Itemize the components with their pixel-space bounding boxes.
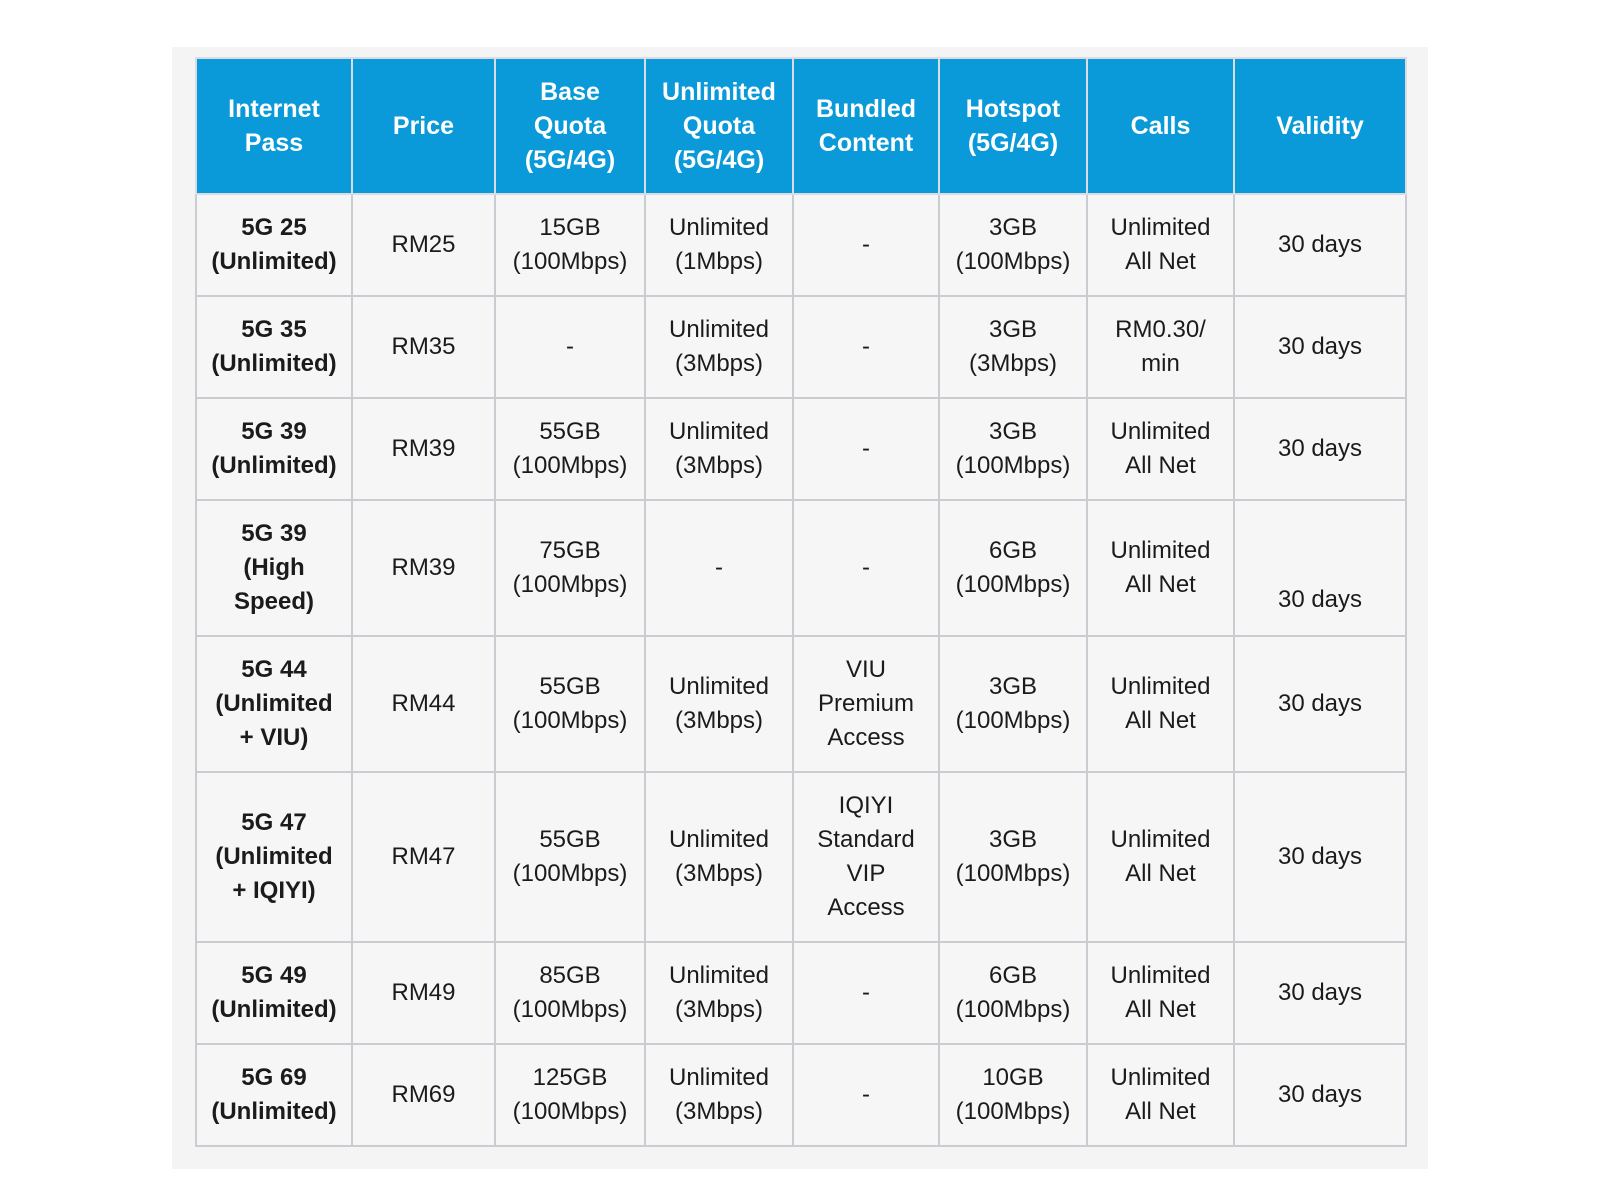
cell-internet-pass: 5G 39 (High Speed) [196,500,352,636]
header-unlimited-quota: Unlimited Quota (5G/4G) [645,58,793,194]
cell-hotspot: 3GB (100Mbps) [939,636,1087,772]
cell-unlimited-quota: Unlimited (3Mbps) [645,772,793,942]
cell-validity: 30 days [1234,398,1406,500]
table-row [196,398,1406,500]
cell-price: RM49 [352,942,495,1044]
cell-internet-pass: 5G 49 (Unlimited) [196,942,352,1044]
cell-hotspot: 6GB (100Mbps) [939,500,1087,636]
cell-bundled-content: - [793,194,939,296]
cell-hotspot: 3GB (3Mbps) [939,296,1087,398]
table-header [196,58,1406,194]
header-validity: Validity [1234,58,1406,194]
internet-pass-table [195,57,1407,1147]
cell-validity: 30 days [1234,1044,1406,1146]
table-row [196,772,1406,942]
cell-unlimited-quota: Unlimited (3Mbps) [645,398,793,500]
cell-validity: 30 days [1234,194,1406,296]
cell-base-quota: 55GB (100Mbps) [495,636,645,772]
cell-price: RM39 [352,398,495,500]
cell-validity: 30 days [1234,942,1406,1044]
cell-price: RM69 [352,1044,495,1146]
cell-calls: Unlimited All Net [1087,194,1234,296]
cell-base-quota: 125GB (100Mbps) [495,1044,645,1146]
cell-internet-pass: 5G 35 (Unlimited) [196,296,352,398]
cell-hotspot: 3GB (100Mbps) [939,194,1087,296]
cell-unlimited-quota: Unlimited (1Mbps) [645,194,793,296]
cell-unlimited-quota: Unlimited (3Mbps) [645,1044,793,1146]
cell-calls: Unlimited All Net [1087,1044,1234,1146]
cell-hotspot: 3GB (100Mbps) [939,398,1087,500]
cell-bundled-content: IQIYI Standard VIP Access [793,772,939,942]
header-base-quota: Base Quota (5G/4G) [495,58,645,194]
cell-bundled-content: VIU Premium Access [793,636,939,772]
cell-validity: 30 days [1234,296,1406,398]
header-row [196,58,1406,194]
cell-bundled-content: - [793,398,939,500]
table-row [196,942,1406,1044]
cell-validity: 30 days [1234,772,1406,942]
table-row [196,500,1406,636]
cell-validity: 30 days [1234,636,1406,772]
cell-internet-pass: 5G 39 (Unlimited) [196,398,352,500]
header-calls: Calls [1087,58,1234,194]
cell-bundled-content: - [793,500,939,636]
cell-price: RM35 [352,296,495,398]
table-row [196,636,1406,772]
cell-price: RM47 [352,772,495,942]
cell-internet-pass: 5G 69 (Unlimited) [196,1044,352,1146]
cell-price: RM44 [352,636,495,772]
cell-unlimited-quota: - [645,500,793,636]
table-row [196,194,1406,296]
header-hotspot: Hotspot (5G/4G) [939,58,1087,194]
cell-hotspot: 3GB (100Mbps) [939,772,1087,942]
cell-base-quota: 85GB (100Mbps) [495,942,645,1044]
header-bundled-content: Bundled Content [793,58,939,194]
cell-calls: Unlimited All Net [1087,636,1234,772]
header-internet-pass: Internet Pass [196,58,352,194]
table-row [196,296,1406,398]
cell-price: RM25 [352,194,495,296]
cell-internet-pass: 5G 25 (Unlimited) [196,194,352,296]
table-body [196,194,1406,1146]
cell-calls: Unlimited All Net [1087,398,1234,500]
cell-calls: RM0.30/ min [1087,296,1234,398]
cell-hotspot: 10GB (100Mbps) [939,1044,1087,1146]
cell-base-quota: - [495,296,645,398]
cell-calls: Unlimited All Net [1087,942,1234,1044]
cell-hotspot: 6GB (100Mbps) [939,942,1087,1044]
cell-internet-pass: 5G 44 (Unlimited + VIU) [196,636,352,772]
cell-base-quota: 55GB (100Mbps) [495,772,645,942]
header-price: Price [352,58,495,194]
cell-unlimited-quota: Unlimited (3Mbps) [645,636,793,772]
cell-validity: 30 days [1234,500,1406,636]
cell-unlimited-quota: Unlimited (3Mbps) [645,942,793,1044]
cell-unlimited-quota: Unlimited (3Mbps) [645,296,793,398]
cell-bundled-content: - [793,296,939,398]
cell-bundled-content: - [793,942,939,1044]
cell-price: RM39 [352,500,495,636]
cell-calls: Unlimited All Net [1087,500,1234,636]
table-row [196,1044,1406,1146]
cell-base-quota: 55GB (100Mbps) [495,398,645,500]
cell-base-quota: 75GB (100Mbps) [495,500,645,636]
cell-bundled-content: - [793,1044,939,1146]
cell-base-quota: 15GB (100Mbps) [495,194,645,296]
cell-calls: Unlimited All Net [1087,772,1234,942]
cell-internet-pass: 5G 47 (Unlimited + IQIYI) [196,772,352,942]
